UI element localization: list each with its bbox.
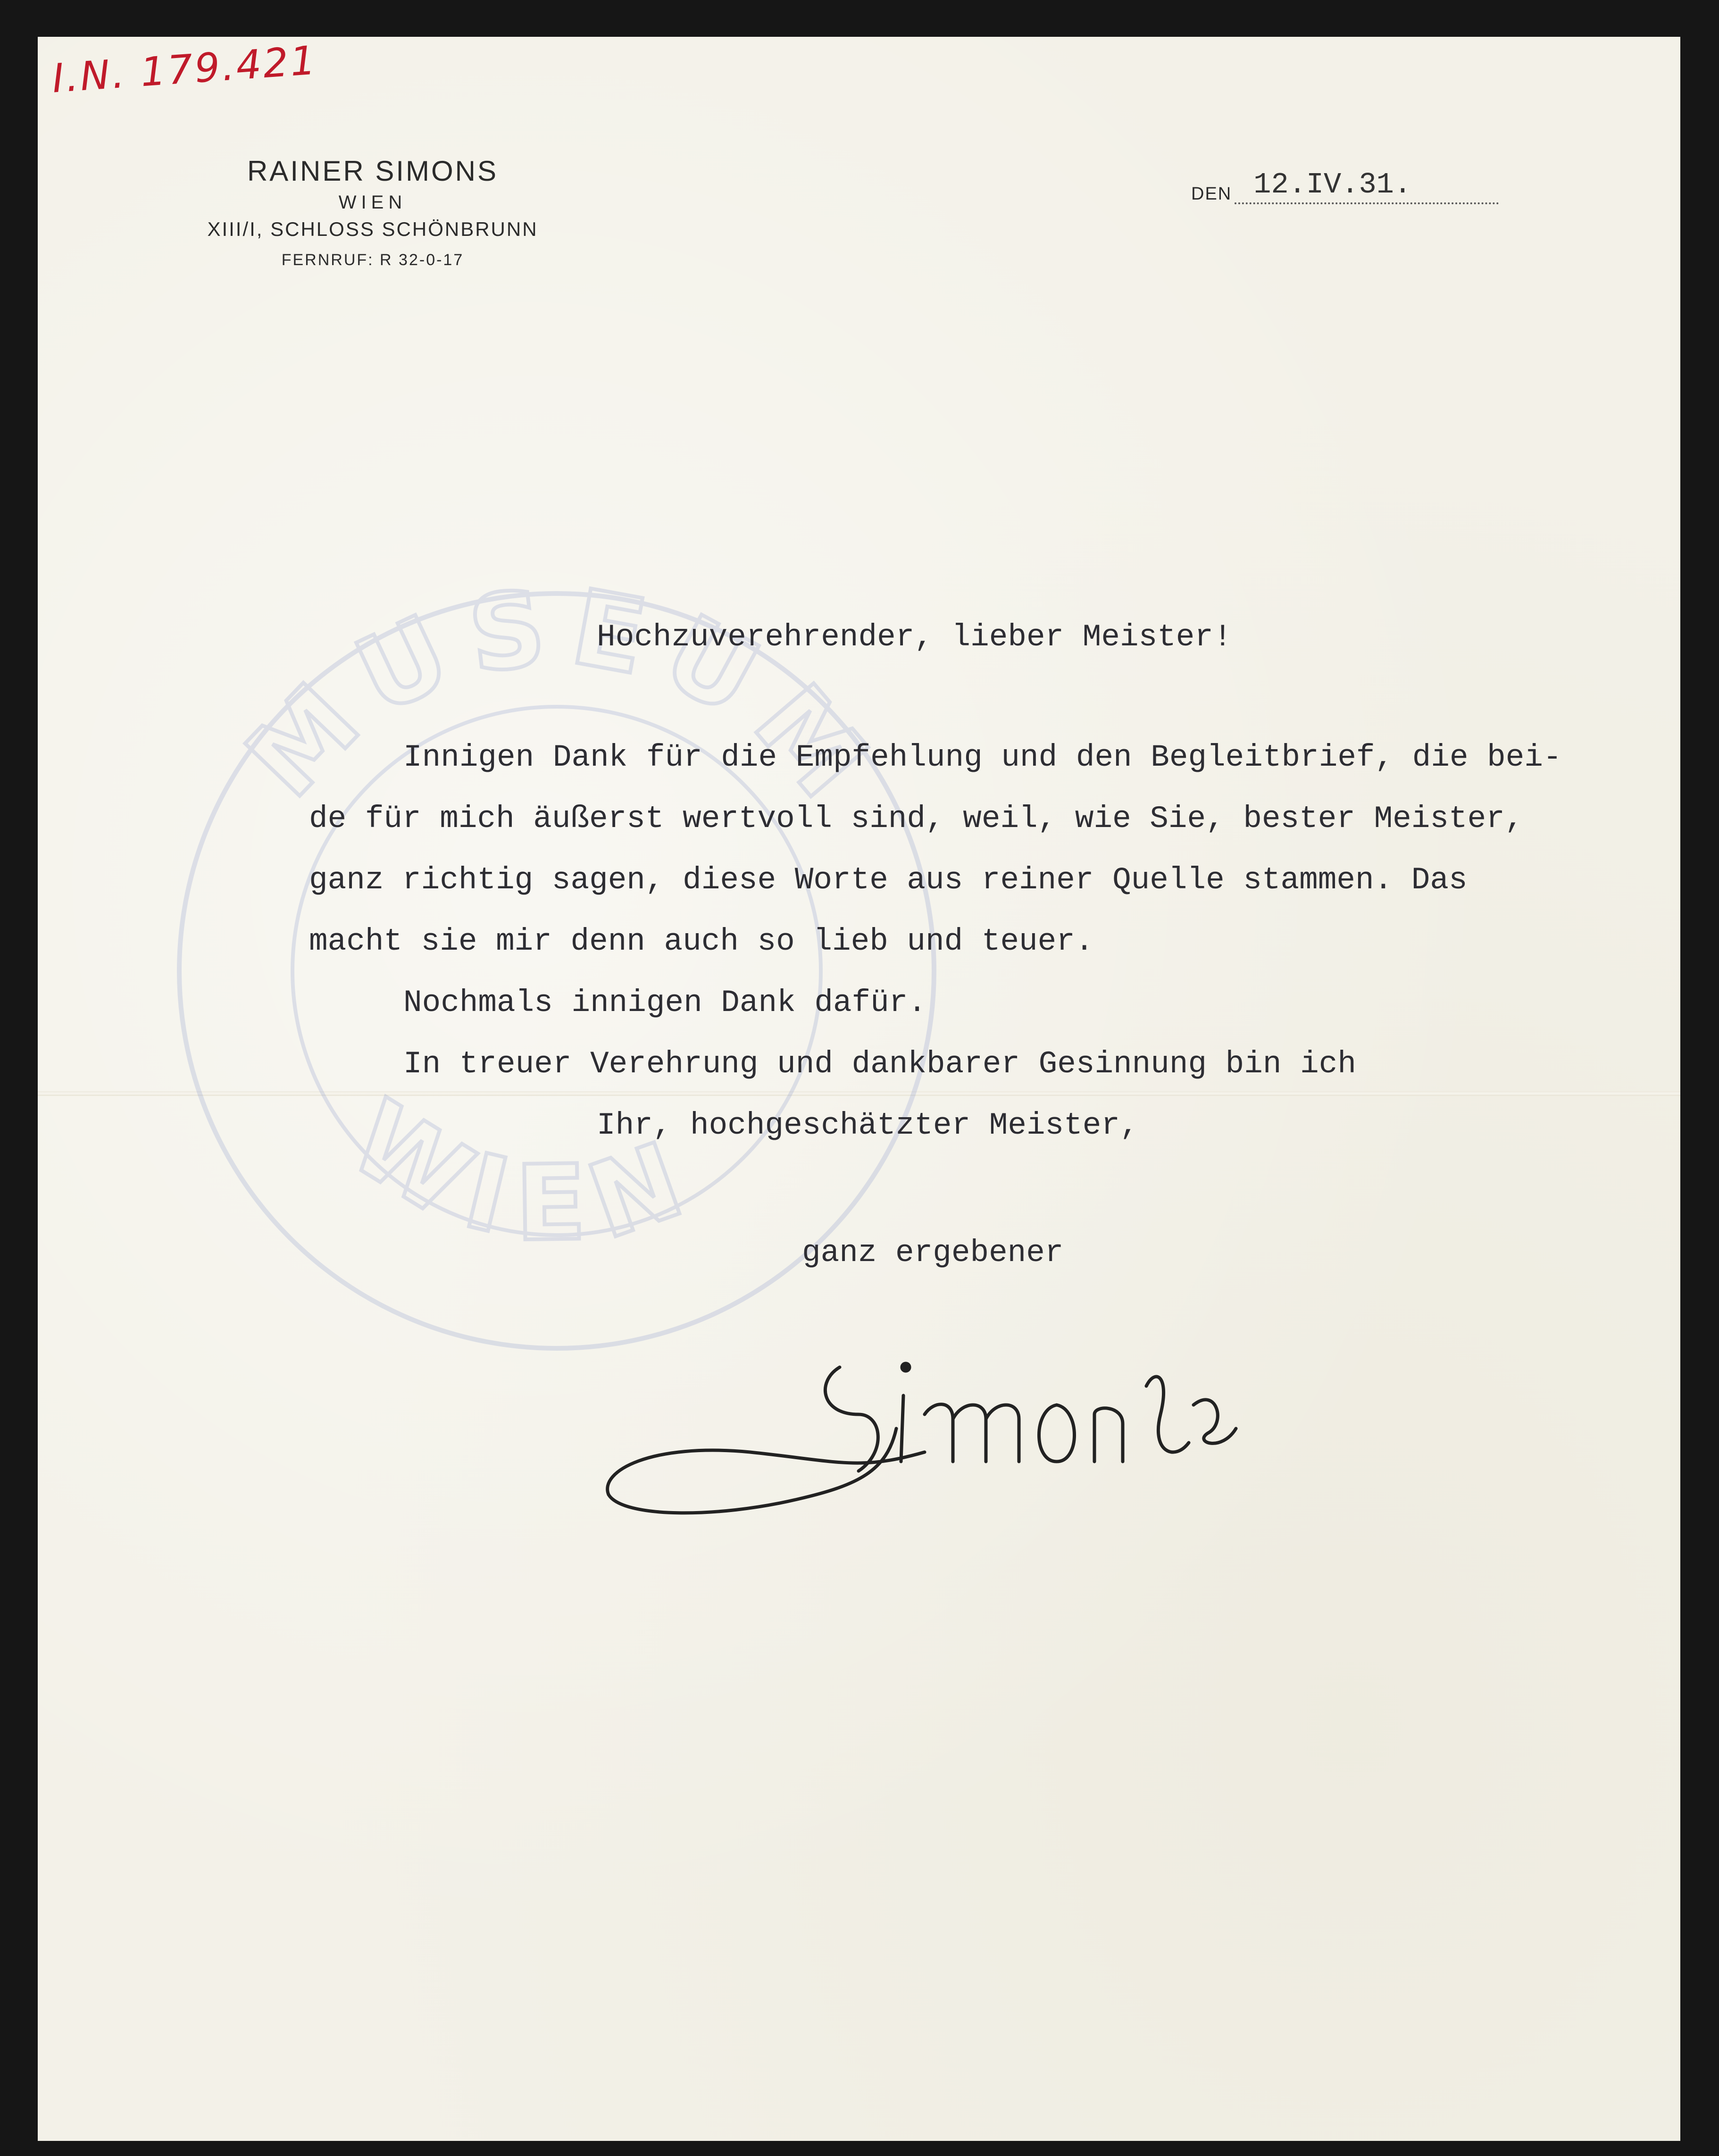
body-line: In treuer Verehrung und dankbarer Gesinnung bin ich [403,1046,1356,1082]
body-line: ganz richtig sagen, diese Worte aus reiner Quelle stammen. Das [309,862,1468,898]
closing: ganz ergebener [802,1235,1064,1270]
letter-sheet [38,37,1680,2141]
inventory-number: I.N. 179.421 [50,37,319,102]
letterhead [160,155,585,269]
svg-text:WIEN: WIEN [330,1077,715,1264]
letterhead-address: XIII/I, SCHLOSS SCHÖNBRUNN [207,218,538,240]
salutation: Hochzuverehrender, lieber Meister! [597,619,1232,655]
svg-text:MUSEUM: MUSEUM [224,570,903,834]
body-line: de für mich äußerst wertvoll sind, weil, wie Sie, bester Meister, [309,801,1524,836]
letterhead-phone: FERNRUF: R 32-0-17 [281,251,464,269]
date-line [1235,168,1499,204]
body-line: Innigen Dank für die Empfehlung und den Begleitbrief, die bei- [403,740,1562,775]
signature [594,1273,1349,1537]
letterhead-name: RAINER SIMONS [247,155,499,187]
body-line: macht sie mir denn auch so lieb und teuer. [309,924,1094,959]
date-field [1191,168,1499,204]
date-value: 12.IV.31. [1253,168,1412,201]
date-label: DEN [1191,184,1232,204]
address-line: Ihr, hochgeschätzter Meister, [597,1108,1139,1143]
letterhead-city: WIEN [338,192,407,213]
body-line: Nochmals innigen Dank dafür. [403,985,926,1020]
